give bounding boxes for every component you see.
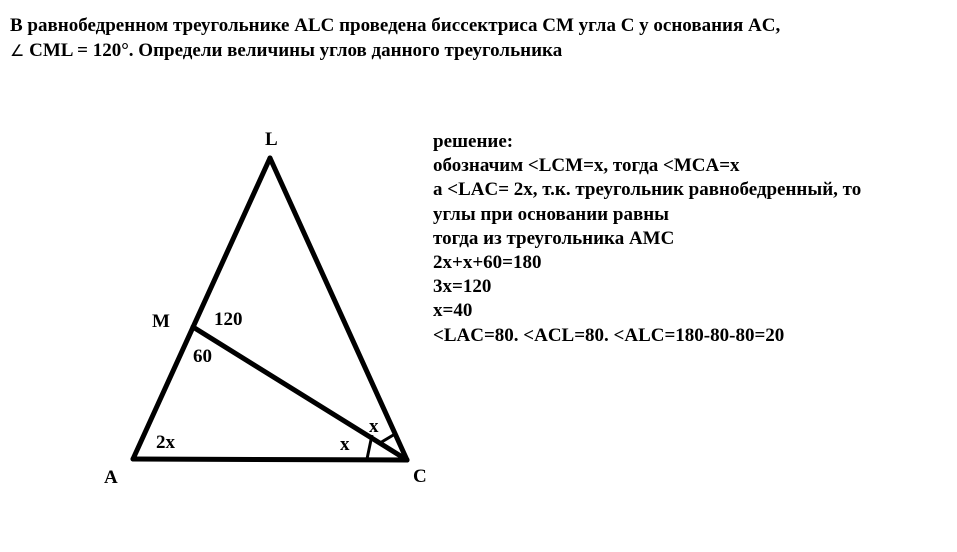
vertex-label-c: C bbox=[413, 466, 427, 487]
angle-label-lmc: 120 bbox=[214, 309, 243, 330]
solution-line: 3x=120 bbox=[433, 276, 492, 298]
solution-line: <LAC=80. <ACL=80. <ALC=180-80-80=20 bbox=[433, 324, 785, 346]
vertex-label-l: L bbox=[265, 129, 278, 150]
side-ac bbox=[133, 459, 407, 460]
angle-label-mca: x bbox=[340, 434, 350, 455]
problem-line-2-text: CML = 120°. Определи величины углов данного треугольника bbox=[24, 40, 563, 61]
angle-label-amc: 60 bbox=[193, 346, 212, 367]
vertex-label-a: A bbox=[104, 467, 118, 488]
solution-line: углы при основании равны bbox=[433, 203, 669, 225]
solution-line: обозначим <LCM=x, тогда <MCA=x bbox=[433, 155, 740, 177]
side-al bbox=[133, 158, 270, 459]
solution-line: x=40 bbox=[433, 300, 473, 322]
angle-arc-lcm bbox=[380, 434, 395, 443]
angle-label-lac: 2x bbox=[156, 432, 175, 453]
vertex-label-m: M bbox=[152, 311, 170, 332]
solution-line: 2x+x+60=180 bbox=[433, 252, 542, 274]
solution-line: тогда из треугольника AMC bbox=[433, 227, 675, 249]
solution-text bbox=[433, 130, 861, 348]
solution-line: а <LAC= 2x, т.к. треугольник равнобедренный, то bbox=[433, 179, 862, 201]
problem-line-1: В равнобедренном треугольнике ALC проведена биссектриса CM угла C у основания AC, bbox=[10, 15, 781, 36]
solution-line: решение: bbox=[433, 131, 514, 152]
angle-symbol-icon: ∠ bbox=[10, 41, 25, 60]
angle-label-lcm: x bbox=[369, 416, 379, 437]
